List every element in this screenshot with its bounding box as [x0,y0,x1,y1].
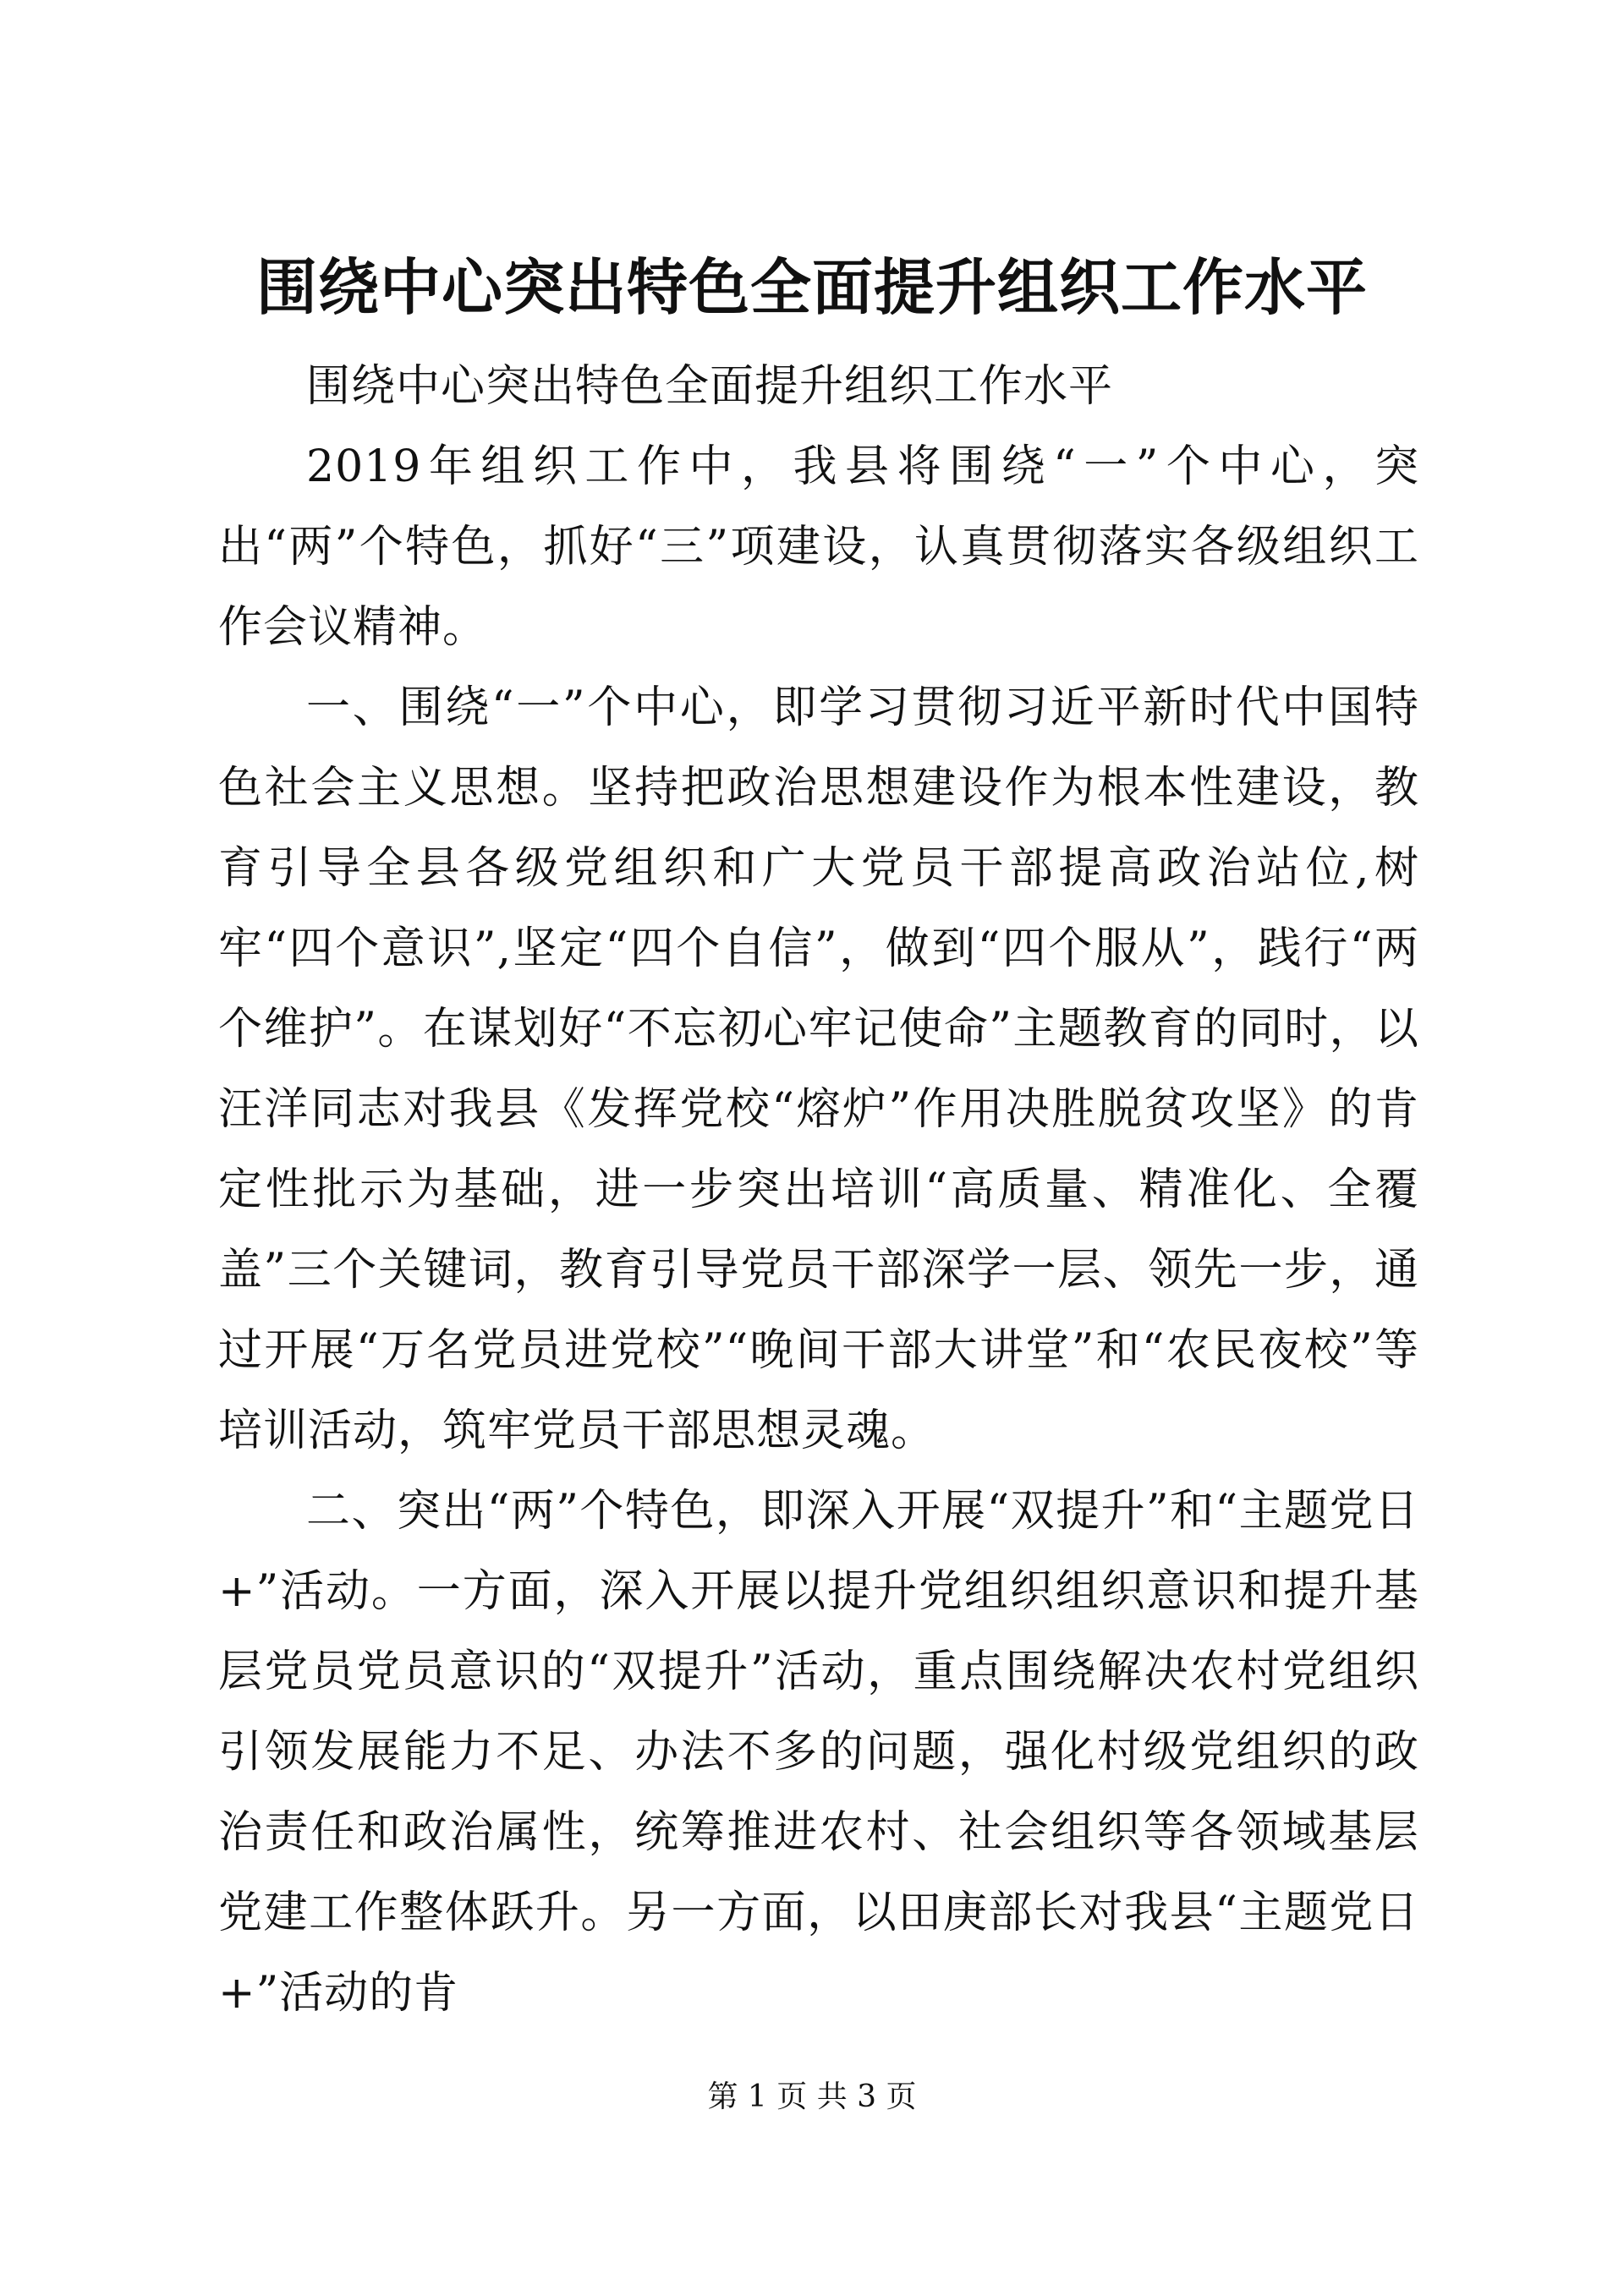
intro-paragraph: 2019年组织工作中，我县将围绕“一”个中心，突出“两”个特色，抓好“三”项建设，认真贯彻落实各级组织工作会议精神。 [218,441,1419,653]
section-two-paragraph: 二、突出“两”个特色，即深入开展“双提升”和“主题党日+”活动。一方面，深入开展以提升党组织组织意识和提升基层党员党员意识的“双提升”活动，重点围绕解决农村党组织引领发展能力不足、办法不多的问题，强化村级党组织的政治责任和政治属性，统筹推进农村、社会组织等各领域基层党建工作整体跃升。另一方面，以田庚部长对我县“主题党日+”活动的肯 [218,1486,1419,2019]
section-one-paragraph: 一、围绕“一”个中心，即学习贯彻习近平新时代中国特色社会主义思想。坚持把政治思想建设作为根本性建设，教育引导全县各级党组织和广大党员干部提高政治站位,树牢“四个意识”,坚定“四个自信”，做到“四个服从”，践行“两个维护”。在谋划好“不忘初心牢记使命”主题教育的同时，以汪洋同志对我县《发挥党校“熔炉”作用决胜脱贫攻坚》的肯定性批示为基础，进一步突出培训“高质量、精准化、全覆盖”三个关键词，教育引导党员干部深学一层、领先一步，通过开展“万名党员进党校”“晚间干部大讲堂”和“农民夜校”等培训活动，筑牢党员干部思想灵魂。 [218,682,1419,1456]
subtitle-paragraph: 围绕中心突出特色全面提升组织工作水平 [306,361,1114,412]
page-footer: 第 1 页 共 3 页 [707,2080,917,2114]
document-body [218,347,1419,2034]
document-title: 围绕中心突出特色全面提升组织工作水平 [255,251,1368,323]
